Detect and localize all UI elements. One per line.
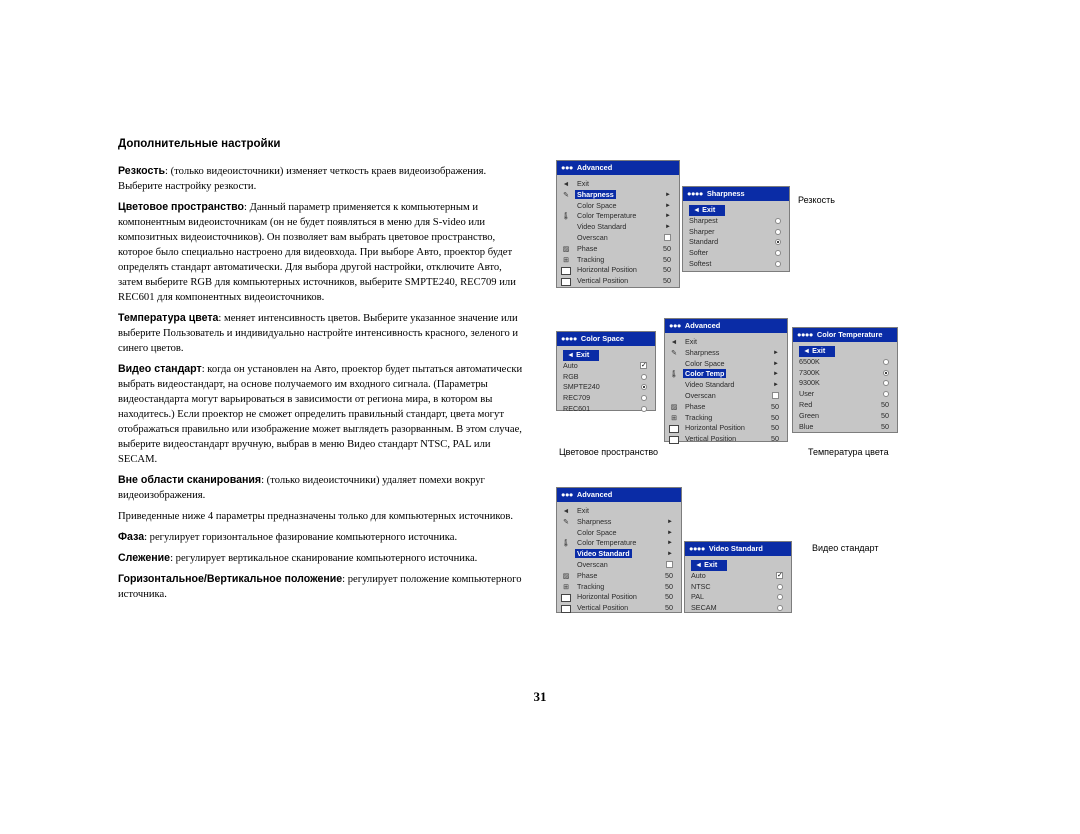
radio-button[interactable] bbox=[883, 359, 889, 365]
term: Резкость bbox=[118, 165, 166, 177]
menu-title: ●●●● Sharpness bbox=[683, 187, 789, 201]
radio-button[interactable] bbox=[775, 229, 781, 235]
submenu-arrow-icon: ► bbox=[667, 551, 673, 558]
submenu-arrow-icon: ► bbox=[665, 202, 671, 209]
radio-button[interactable] bbox=[777, 605, 783, 611]
paragraph-colortemp bbox=[118, 311, 528, 356]
menu-item-phase[interactable]: ▨ Phase 50 bbox=[562, 570, 673, 580]
option-user[interactable]: User bbox=[793, 389, 897, 400]
term: Слежение bbox=[118, 552, 171, 564]
menu-item-vertical-position[interactable]: Vertical Position 50 bbox=[557, 603, 681, 614]
option-auto[interactable]: Auto ✓ bbox=[563, 360, 647, 370]
thermometer-icon: 🌡 bbox=[669, 371, 679, 379]
option-smpte240[interactable]: SMPTE240 bbox=[557, 382, 655, 393]
paragraph-phase bbox=[118, 530, 528, 545]
submenu-arrow-icon: ► bbox=[665, 213, 671, 220]
advanced-menu-3 bbox=[556, 487, 682, 613]
colortemp-menu bbox=[792, 327, 898, 433]
radio-button[interactable] bbox=[775, 218, 781, 224]
option-standard[interactable]: Standard bbox=[683, 237, 789, 248]
menu-item-overscan[interactable]: Overscan bbox=[557, 560, 681, 571]
radio-button-selected[interactable] bbox=[775, 239, 781, 245]
option-sharper[interactable]: Sharper bbox=[683, 227, 789, 238]
term: Горизонтальное/Вертикальное положение bbox=[118, 573, 343, 585]
menu-item-color-temperature[interactable]: 🌡 Color Temperature ► bbox=[561, 211, 671, 221]
phase-icon: ▨ bbox=[562, 245, 570, 253]
tracking-icon: ⊞ bbox=[563, 256, 569, 264]
sharpness-icon: ✎ bbox=[563, 191, 569, 199]
menu-item-video-standard[interactable]: Video Standard ► bbox=[577, 549, 673, 559]
caption-sharpness: Резкость bbox=[798, 195, 835, 205]
term: Видео стандарт bbox=[118, 363, 202, 375]
thermometer-icon: 🌡 bbox=[561, 540, 571, 548]
paragraph-colorspace bbox=[118, 200, 528, 305]
submenu-arrow-icon: ► bbox=[773, 360, 779, 367]
menu-item-phase[interactable]: ▨ Phase 50 bbox=[562, 243, 671, 253]
menu-item-color-space[interactable]: Color Space ► bbox=[685, 358, 779, 368]
option-softest[interactable]: Softest bbox=[683, 259, 789, 270]
menu-item-vertical-position[interactable]: Vertical Position 50 bbox=[557, 276, 679, 287]
menu-item-video-standard[interactable]: Video Standard ► bbox=[685, 380, 779, 390]
radio-button[interactable] bbox=[641, 406, 647, 412]
option-secam[interactable]: SECAM bbox=[685, 603, 791, 614]
back-arrow-icon: ◄ bbox=[670, 339, 678, 346]
vertical-position-icon bbox=[669, 436, 679, 444]
submenu-arrow-icon: ► bbox=[667, 518, 673, 525]
radio-button-selected[interactable] bbox=[883, 370, 889, 376]
term: Цветовое пространство bbox=[118, 201, 245, 213]
vertical-position-icon bbox=[561, 605, 571, 613]
para-text: : регулирует горизонтальное фазирование компьютерного источника. bbox=[144, 532, 458, 543]
submenu-arrow-icon: ► bbox=[773, 382, 779, 389]
thermometer-icon: 🌡 bbox=[561, 213, 571, 221]
menu-item-color-space[interactable]: Color Space ► bbox=[577, 200, 671, 210]
paragraph-overscan bbox=[118, 473, 528, 503]
para-text: : (только видеоисточники) удаляет помехи вокруг видеоизображения. bbox=[118, 475, 485, 501]
submenu-arrow-icon: ► bbox=[665, 191, 671, 198]
menu-title: ●●●● Video Standard bbox=[685, 542, 791, 556]
phase-icon: ▨ bbox=[562, 572, 570, 580]
menu-item-exit[interactable]: ◄ Exit bbox=[557, 350, 655, 361]
colorspace-menu bbox=[556, 331, 656, 411]
paragraph-videostd bbox=[118, 362, 528, 467]
back-arrow-icon: ◄ bbox=[693, 205, 703, 214]
paragraph-note bbox=[118, 509, 528, 524]
page-number: 31 bbox=[533, 689, 547, 704]
option-7300k[interactable]: 7300K bbox=[793, 368, 897, 379]
menu-item-exit[interactable]: ◄ Exit bbox=[685, 560, 791, 571]
submenu-arrow-icon: ► bbox=[667, 529, 673, 536]
radio-button[interactable] bbox=[775, 261, 781, 267]
radio-button[interactable] bbox=[883, 380, 889, 386]
paragraph-sharpness bbox=[118, 164, 528, 194]
menu-item-overscan[interactable]: Overscan bbox=[557, 233, 679, 244]
menu-item-video-standard[interactable]: Video Standard ► bbox=[577, 222, 671, 232]
menu-item-phase[interactable]: ▨ Phase 50 bbox=[670, 401, 779, 411]
checkbox[interactable] bbox=[772, 392, 779, 399]
menu-item-overscan[interactable]: Overscan bbox=[665, 391, 787, 402]
checkbox-checked[interactable]: ✓ bbox=[641, 362, 647, 370]
menu-item-horizontal-position[interactable]: Horizontal Position 50 bbox=[557, 265, 679, 276]
tracking-icon: ⊞ bbox=[671, 414, 677, 422]
option-rec709[interactable]: REC709 bbox=[557, 393, 655, 404]
para-text: : меняет интенсивность цветов. Выберите указанное значение или выберите Пользователь и индивидуально настройте интенсивность красного, зеленого и синего цветов. bbox=[118, 313, 519, 354]
para-text: : регулирует положение компьютерного источника. bbox=[118, 574, 522, 600]
phase-icon: ▨ bbox=[670, 403, 678, 411]
horizontal-position-icon bbox=[561, 267, 571, 275]
menu-title: ●●● Advanced bbox=[557, 488, 681, 502]
radio-button[interactable] bbox=[883, 391, 889, 397]
radio-button[interactable] bbox=[641, 374, 647, 380]
back-arrow-icon: ◄ bbox=[567, 350, 577, 359]
menu-item-horizontal-position[interactable]: Horizontal Position 50 bbox=[665, 423, 787, 434]
menu-item-exit[interactable]: ◄ Exit bbox=[683, 205, 789, 216]
option-pal[interactable]: PAL bbox=[685, 592, 791, 603]
option-rec601[interactable]: REC601 bbox=[557, 404, 655, 415]
menu-item-sharpness[interactable]: ✎ Sharpness ► bbox=[557, 517, 681, 528]
menu-item-color-space[interactable]: Color Space ► bbox=[577, 527, 673, 537]
sharpness-menu bbox=[682, 186, 790, 272]
menu-item-sharpness[interactable]: ✎ Sharpness ► bbox=[557, 190, 679, 201]
menu-item-exit[interactable]: ◄ Exit bbox=[562, 506, 589, 515]
radio-button[interactable] bbox=[777, 594, 783, 600]
caption-colorspace: Цветовое пространство bbox=[559, 447, 659, 457]
menu-item-exit[interactable]: ◄ Exit bbox=[670, 337, 697, 346]
term: Фаза bbox=[118, 531, 145, 543]
checkbox-checked[interactable]: ✓ bbox=[777, 572, 783, 580]
option-ntsc[interactable]: NTSC bbox=[685, 582, 791, 593]
option-sharpest[interactable]: Sharpest bbox=[683, 216, 789, 227]
para-text: : когда он установлен на Авто, проектор будет пытаться автоматически выбрать видеостандарт, на основе получаемого им входного сигнала. (Параметры видеостандарта могут варьироваться в зависимости от региона мира, в котором вы находитесь.) Если проектор не сможет определить правильный стандарт, цвета могут отображаться правильно или изображение может выглядеть разорванным. В этом случае, выберите видеостандарт вручную, выбрав в меню Видео стандарт NTSC, PAL или SECAM. bbox=[118, 364, 523, 465]
menu-item-vertical-position[interactable]: Vertical Position 50 bbox=[665, 434, 787, 445]
option-softer[interactable]: Softer bbox=[683, 248, 789, 259]
menu-title: ●●● Advanced bbox=[557, 161, 679, 175]
paragraph-tracking bbox=[118, 551, 528, 566]
para-text: : регулирует вертикальное сканирование компьютерного источника. bbox=[170, 553, 478, 564]
option-rgb[interactable]: RGB bbox=[557, 372, 655, 383]
section-heading: Дополнительные настройки bbox=[118, 138, 281, 150]
submenu-arrow-icon: ► bbox=[773, 349, 779, 356]
menu-item-tracking[interactable]: ⊞ Tracking 50 bbox=[557, 255, 679, 266]
para-text: : (только видеоисточники) изменяет четкость краев видеоизображения. Выберите настройку резкости. bbox=[118, 166, 487, 192]
radio-button-selected[interactable] bbox=[641, 384, 647, 390]
option-red[interactable]: Red 50 bbox=[799, 399, 889, 409]
option-9300k[interactable]: 9300K bbox=[793, 378, 897, 389]
advanced-menu-1 bbox=[556, 160, 680, 288]
menu-title: ●●●● Color Space bbox=[557, 332, 655, 346]
checkbox[interactable] bbox=[666, 561, 673, 568]
radio-button[interactable] bbox=[775, 250, 781, 256]
option-blue[interactable]: Blue 50 bbox=[799, 421, 889, 431]
menu-item-color-temperature[interactable]: 🌡 Color Temp ► bbox=[669, 369, 779, 379]
body-text bbox=[118, 164, 528, 608]
term: Вне области сканирования bbox=[118, 474, 262, 486]
menu-item-tracking[interactable]: ⊞ Tracking 50 bbox=[665, 413, 787, 424]
menu-item-color-temperature[interactable]: 🌡 Color Temperature ► bbox=[561, 538, 673, 548]
paragraph-position bbox=[118, 572, 528, 602]
menu-item-horizontal-position[interactable]: Horizontal Position 50 bbox=[557, 592, 681, 603]
sharpness-icon: ✎ bbox=[671, 349, 677, 357]
para-text: : Данный параметр применяется к компьютерным и компонентным видеоисточникам (он не будет появляться в меню для S-video или композитных видеоисточников). Он позволяет вам выбрать цветовое пространство, которое было специально настроено для видеовхода. При выборе Авто, проектор будет определять стандарт автоматически. Для выбора другой настройки, отключите Авто, затем выберите RGB для компьютерных источников, выберите SMPTE240, REC709 или REC601 для компонентных видеоисточников. bbox=[118, 202, 516, 303]
sharpness-icon: ✎ bbox=[563, 518, 569, 526]
menu-title: ●●● Advanced bbox=[665, 319, 787, 333]
back-arrow-icon: ◄ bbox=[695, 560, 705, 569]
menu-title: ●●●● Color Temperature bbox=[793, 328, 897, 342]
back-arrow-icon: ◄ bbox=[562, 508, 570, 515]
option-6500k[interactable]: 6500K bbox=[793, 357, 897, 368]
radio-button[interactable] bbox=[777, 584, 783, 590]
caption-colortemp: Температура цвета bbox=[808, 447, 889, 457]
back-arrow-icon: ◄ bbox=[803, 346, 813, 355]
menu-item-exit[interactable]: ◄ Exit bbox=[793, 346, 897, 357]
menu-item-sharpness[interactable]: ✎ Sharpness ► bbox=[665, 348, 787, 359]
para-text: Приведенные ниже 4 параметры предназначены только для компьютерных источников. bbox=[118, 511, 513, 522]
submenu-arrow-icon: ► bbox=[667, 540, 673, 547]
radio-button[interactable] bbox=[641, 395, 647, 401]
menu-item-tracking[interactable]: ⊞ Tracking 50 bbox=[557, 582, 681, 593]
advanced-menu-2 bbox=[664, 318, 788, 442]
submenu-arrow-icon: ► bbox=[773, 371, 779, 378]
submenu-arrow-icon: ► bbox=[665, 224, 671, 231]
menu-item-exit[interactable]: ◄ Exit bbox=[562, 179, 589, 188]
tracking-icon: ⊞ bbox=[563, 583, 569, 591]
option-auto[interactable]: Auto ✓ bbox=[691, 570, 783, 580]
vertical-position-icon bbox=[561, 278, 571, 286]
term: Температура цвета bbox=[118, 312, 219, 324]
horizontal-position-icon bbox=[669, 425, 679, 433]
videostd-menu bbox=[684, 541, 792, 613]
option-green[interactable]: Green 50 bbox=[799, 410, 889, 420]
horizontal-position-icon bbox=[561, 594, 571, 602]
caption-videostd: Видео стандарт bbox=[812, 543, 879, 553]
back-arrow-icon: ◄ bbox=[562, 181, 570, 188]
checkbox[interactable] bbox=[664, 234, 671, 241]
